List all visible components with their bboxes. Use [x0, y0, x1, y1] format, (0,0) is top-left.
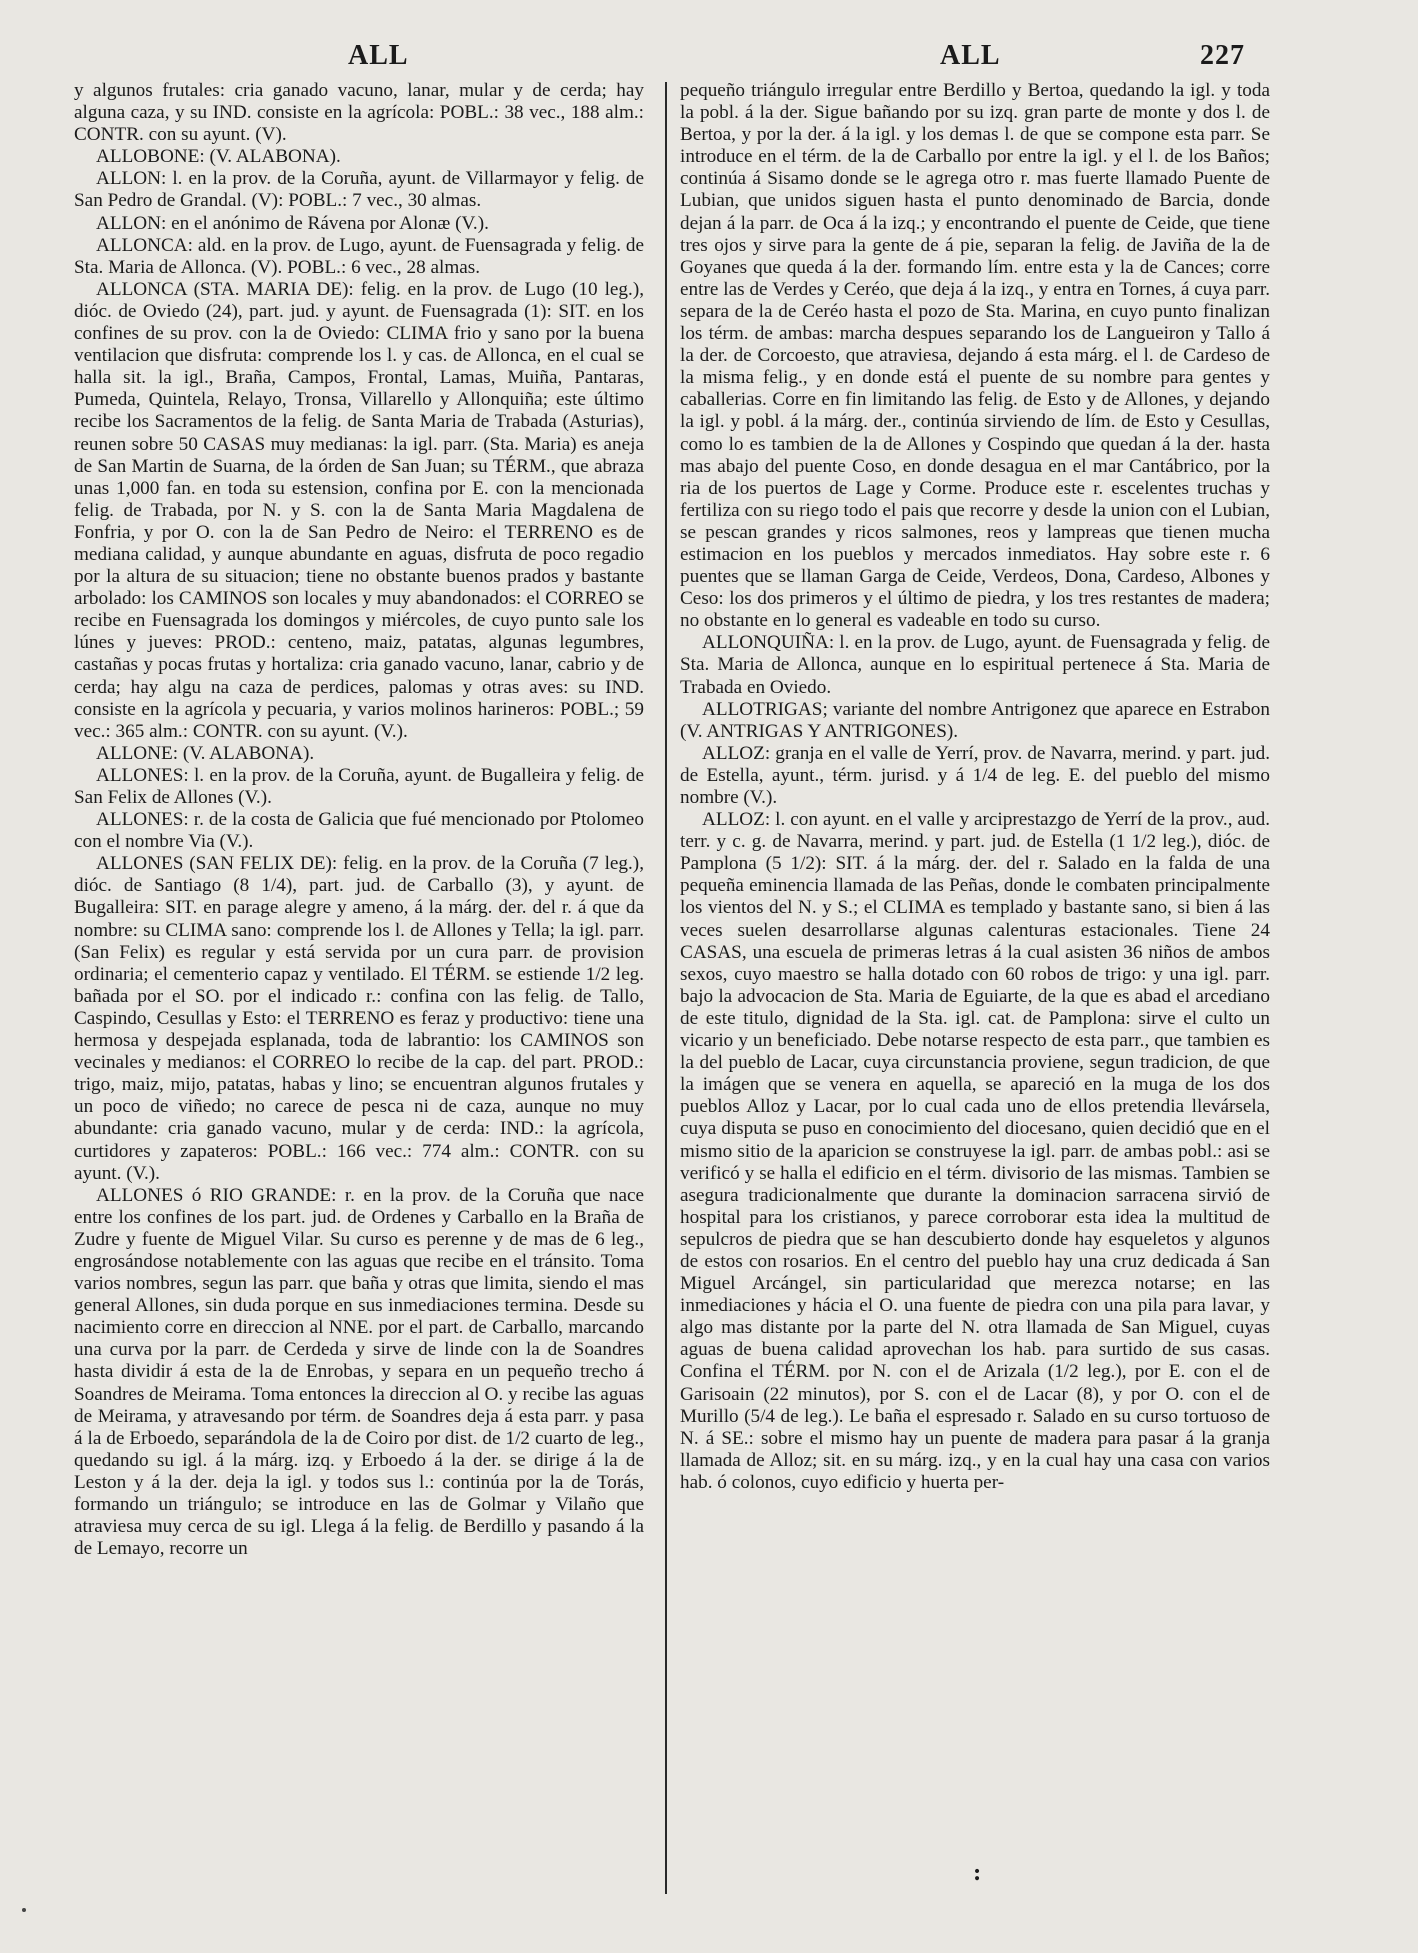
entry-paragraph: ALLOTRIGAS; variante del nombre Antrigonez que aparece en Estrabon (V. ANTRIGAS Y ANTRIGONES). [680, 698, 1270, 742]
entry-paragraph: ALLONCA (STA. MARIA DE): felig. en la prov. de Lugo (10 leg.), dióc. de Oviedo (24), part. jud. y ayunt. de Fuensagrada (1): SIT. en los confines de su prov. con la de Oviedo: CLIMA frio y sano por la buena ventilacion que disfruta: comprende los l. y cas. de Allonca, en el cual se halla sit. la igl., Braña, Campos, Frontal, Lamas, Muiña, Pantaras, Pumeda, Quintela, Relayo, Tronsa, Villarello y Allonquiña; este último recibe los Sacramentos de la felig. de Santa Maria de Trabada (Asturias), reunen sobre 50 CASAS muy medianas: la igl. parr. (Sta. Maria) es aneja de San Martin de Suarna, de la órden de San Juan; su TÉRM., que abraza unas 1,000 fan. en toda su estension, confina por E. con la mencionada felig. de Trabada, por N. y S. con la de Santa Maria Magdalena de Fonfria, y por O. con la de San Pedro de Neiro: el TERRENO es de mediana calidad, y aunque abundante en aguas, disfruta de poco regadio por la altura de su situacion; tiene no obstante buenos prados y bastante arbolado: los CAMINOS son locales y muy abandonados: el CORREO se recibe en Fuensagrada los domingos y miércoles, de cuyo punto sale los lúnes y jueves: PROD.: centeno, maiz, patatas, algunas legumbres, castañas y pocas frutas y hortaliza: cria ganado vacuno, lanar, cabrio y de cerda; hay algu na caza de perdices, palomas y otras aves: su IND. consiste en la agrícola y pecuaria, y varios molinos harineros: POBL.; 59 vec.: 365 alm.: CONTR. con su ayunt. (V.). [74, 278, 644, 742]
running-head-right: ALL [940, 40, 1001, 71]
entry-paragraph: y algunos frutales: cria ganado vacuno, lanar, mular y de cerda; hay alguna caza, y su IND. consiste en la agrícola: POBL.: 38 vec., 188 alm.: CONTR. con su ayunt. (V). [74, 80, 644, 146]
right-column [680, 80, 1270, 1494]
running-head-left: ALL [348, 40, 409, 71]
left-column [74, 80, 644, 1560]
entry-paragraph: ALLONES ó RIO GRANDE: r. en la prov. de la Coruña que nace entre los confines de los part. jud. de Ordenes y Carballo en la Braña de Zudre y fuente de Miguel Vilar. Su curso es perenne y de mas de 6 leg., engrosándose notablemente con las aguas que recibe en el tránsito. Toma varios nombres, segun las parr. que baña y otras que limita, siendo el mas general Allones, sin duda porque en sus inmediaciones termina. Desde su nacimiento corre en direccion al NNE. por el part. de Carballo, marcando una curva por la parr. de Cerdeda y sirve de linde con la de Soandres hasta dividir á esta de la de Enrobas, y separa en un pequeño trecho á Soandres de Meirama. Toma entonces la direccion al O. y recibe las aguas de Meirama, y atravesando por térm. de Soandres deja á esta parr. y pasa á la de Erboedo, separándola de la de Coiro por dist. de 1/2 cuarto de leg., quedando su igl. á la márg. izq. y Erboedo á la der. se dirige á la de Leston y á la der. deja la igl. y todos sus l.: continúa por la de Torás, formando un triángulo; se introduce en las de Golmar y Vilaño que atraviesa muy cerca de su igl. Llega á la felig. de Berdillo y pasando á la de Lemayo, recorre un [74, 1184, 644, 1560]
entry-paragraph: pequeño triángulo irregular entre Berdillo y Bertoa, quedando la igl. y toda la pobl. á la der. Sigue bañando por su izq. gran parte de monte y dos l. de Bertoa, y por la der. á la igl. y los demas l. de que se compone esta parr. Se introduce en el térm. de la de Carballo por entre la igl. y el l. de los Baños; continúa á Sisamo donde se le agrega otro r. mas fuerte llamado Puente de Lubian, que unidos siguen hasta el punto denominado de Barcia, donde dejan á la parr. de Oca á la izq.; y encontrando el puente de Ceide, que tiene tres ojos y sirve para la gente de á pie, separan la felig. de Javiña de la de Goyanes que queda á la der. formando lím. entre esta y la de Cances; corre entre las de Verdes y Ceréo, que deja á la izq., y entra en Tornes, á cuya parr. separa de la de Ceréo hasta el pozo de Sta. Marina, en cuyo punto finalizan los térm. de ambas: marcha despues separando los de Langueiron y Tallo á la der. de Corcoesto, que atraviesa, dejando á esta márg. el l. de Cardeso de la misma felig., y en donde está el puente de su nombre para gentes y caballerias. Corre en fin limitando las felig. de Esto y de Allones, y dejando la igl. y pobl. á la márg. der., continúa sirviendo de lím. de Esto y Cesullas, como lo es tambien de la de Allones y Cospindo que quedan á la der. hasta mas abajo del puente Coso, en donde desagua en el mar Cantábrico, por la ria de los puertos de Lage y Corme. Produce este r. escelentes truchas y fertiliza con su riego todo el pais que recorre y desde la union con el Lubian, se pescan grandes y ricos salmones, reos y lampreas que tienen mucha estimacion en los pueblos y mercados inmediatos. Hay sobre este r. 6 puentes que se llaman Garga de Ceide, Verdeos, Dona, Cardeso, Albones y Ceso: los dos primeros y el último de piedra, y los tres restantes de madera; no obstante en lo general es vadeable en todo su curso. [680, 80, 1270, 632]
page-number: 227 [1200, 40, 1245, 71]
entry-paragraph: ALLONES (SAN FELIX DE): felig. en la prov. de la Coruña (7 leg.), dióc. de Santiago (8 1/4), part. jud. de Carballo (3), y ayunt. de Bugalleira: SIT. en parage alegre y ameno, á la márg. der. del r. á que da nombre: su CLIMA sano: comprende los l. de Allones y Tella; la igl. parr. (San Felix) es regular y está servida por un cura parr. de provision ordinaria; el cementerio capaz y ventilado. El TÉRM. se estiende 1/2 leg. bañada por el SO. por el indicado r.: confina con las felig. de Tallo, Caspindo, Cesullas y Esto: el TERRENO es feraz y productivo: tiene una hermosa y despejada esplanada, toda de labrantio: los CAMINOS son vecinales y medianos: el CORREO lo recibe de la cap. del part. PROD.: trigo, maiz, mijo, patatas, habas y lino; se encuentran algunos frutales y un poco de viñedo; no carece de pesca ni de caza, aunque no muy abundante: cria ganado vacuno, mular y de cerda: IND.: la agrícola, curtidores y zapateros: POBL.: 166 vec.: 774 alm.: CONTR. con su ayunt. (V.). [74, 853, 644, 1184]
entry-paragraph: ALLOZ: granja en el valle de Yerrí, prov. de Navarra, merind. y part. jud. de Estella, ayunt., térm. jurisd. y á 1/4 de leg. E. del pueblo del mismo nombre (V.). [680, 742, 1270, 808]
entry-paragraph: ALLOZ: l. con ayunt. en el valle y arciprestazgo de Yerrí de la prov., aud. terr. y c. g. de Navarra, merind. y part. jud. de Estella (1 1/2 leg.), dióc. de Pamplona (5 1/2): SIT. á la márg. der. del r. Salado en la falda de una pequeña eminencia llamada de las Peñas, donde le combaten principalmente los vientos del N. y S.; el CLIMA es templado y bastante sano, si bien á las veces suelen desarrollarse algunas calenturas estacionales. Tiene 24 CASAS, una escuela de primeras letras á la cual asisten 36 niños de ambos sexos, cuyo maestro se halla dotado con 60 robos de trigo: y una igl. parr. bajo la advocacion de Sta. Maria de Eguiarte, de la que es abad el arcediano de este titulo, dignidad de la Sta. igl. cat. de Pamplona: sirve el culto un vicario y un beneficiado. Debe notarse respecto de esta parr., que tambien es la del pueblo de Lacar, cuya circunstancia proviene, segun tradicion, de que la imágen que se venera en aquella, se apareció en la muga de los dos pueblos Alloz y Lacar, por lo cual cada uno de ellos pretendia llevársela, cuya disputa se puso en conocimiento del diocesano, quien decidió que en el mismo sitio de la aparicion se construyese la igl. parr. de ambas pobl.: asi se verificó y se halla el edificio en el térm. divisorio de las mismas. Tambien se asegura tradicionalmente que durante la dominacion sarracena sirvió de hospital para los cristianos, y parece corroborar esta idea la multitud de sepulcros de piedra que se han descubierto donde hay esqueletos y algunos de estos con rosarios. En el centro del pueblo hay una cruz dedicada á San Miguel Arcángel, sin particularidad que merezca notarse; en las inmediaciones y hácia el O. una fuente de piedra con una pila para lavar, y algo mas distante por la parte del N. otra llamada de San Miguel, cuyas aguas de buena calidad aprovechan los hab. para surtido de sus casas. Confina el TÉRM. por N. con el de Arizala (1/2 leg.), por E. con el de Garisoain (22 minutos), por S. con el de Lacar (8), y por O. con el de Murillo (5/4 de leg.). Le baña el espresado r. Salado en su curso tortuoso de N. á SE.: sobre el mismo hay un puente de madera para pasar á la granja llamada de Alloz; sit. en su márg. izq., y en la cual hay una casa con varios hab. ó colonos, cuyo edificio y huerta per- [680, 809, 1270, 1493]
entry-paragraph: ALLONE: (V. ALABONA). [96, 742, 315, 764]
entry-paragraph: ALLONCA: ald. en la prov. de Lugo, ayunt. de Fuensagrada y felig. de Sta. Maria de Allonca. (V). POBL.: 6 vec., 28 almas. [74, 234, 644, 278]
entry-paragraph: ALLON: l. en la prov. de la Coruña, ayunt. de Villarmayor y felig. de San Pedro de Grandal. (V): POBL.: 7 vec., 30 almas. [74, 168, 644, 212]
paper-speck [22, 1908, 26, 1912]
entry-paragraph: ALLON: en el anónimo de Rávena por Alonæ (V.). [96, 212, 489, 234]
entry-paragraph: ALLONES: r. de la costa de Galicia que fué mencionado por Ptolomeo con el nombre Via (V.). [74, 809, 644, 853]
entry-paragraph: ALLOBONE: (V. ALABONA). [96, 146, 341, 168]
entry-paragraph: ALLONES: l. en la prov. de la Coruña, ayunt. de Bugalleira y felig. de San Felix de Allones (V.). [74, 764, 644, 808]
column-divider [665, 82, 667, 1894]
signature-mark: : [973, 1860, 982, 1886]
entry-paragraph: ALLONQUIÑA: l. en la prov. de Lugo, ayunt. de Fuensagrada y felig. de Sta. Maria de Allonca, aunque en lo espiritual pertenece á Sta. Maria de Trabada en Oviedo. [680, 632, 1270, 698]
